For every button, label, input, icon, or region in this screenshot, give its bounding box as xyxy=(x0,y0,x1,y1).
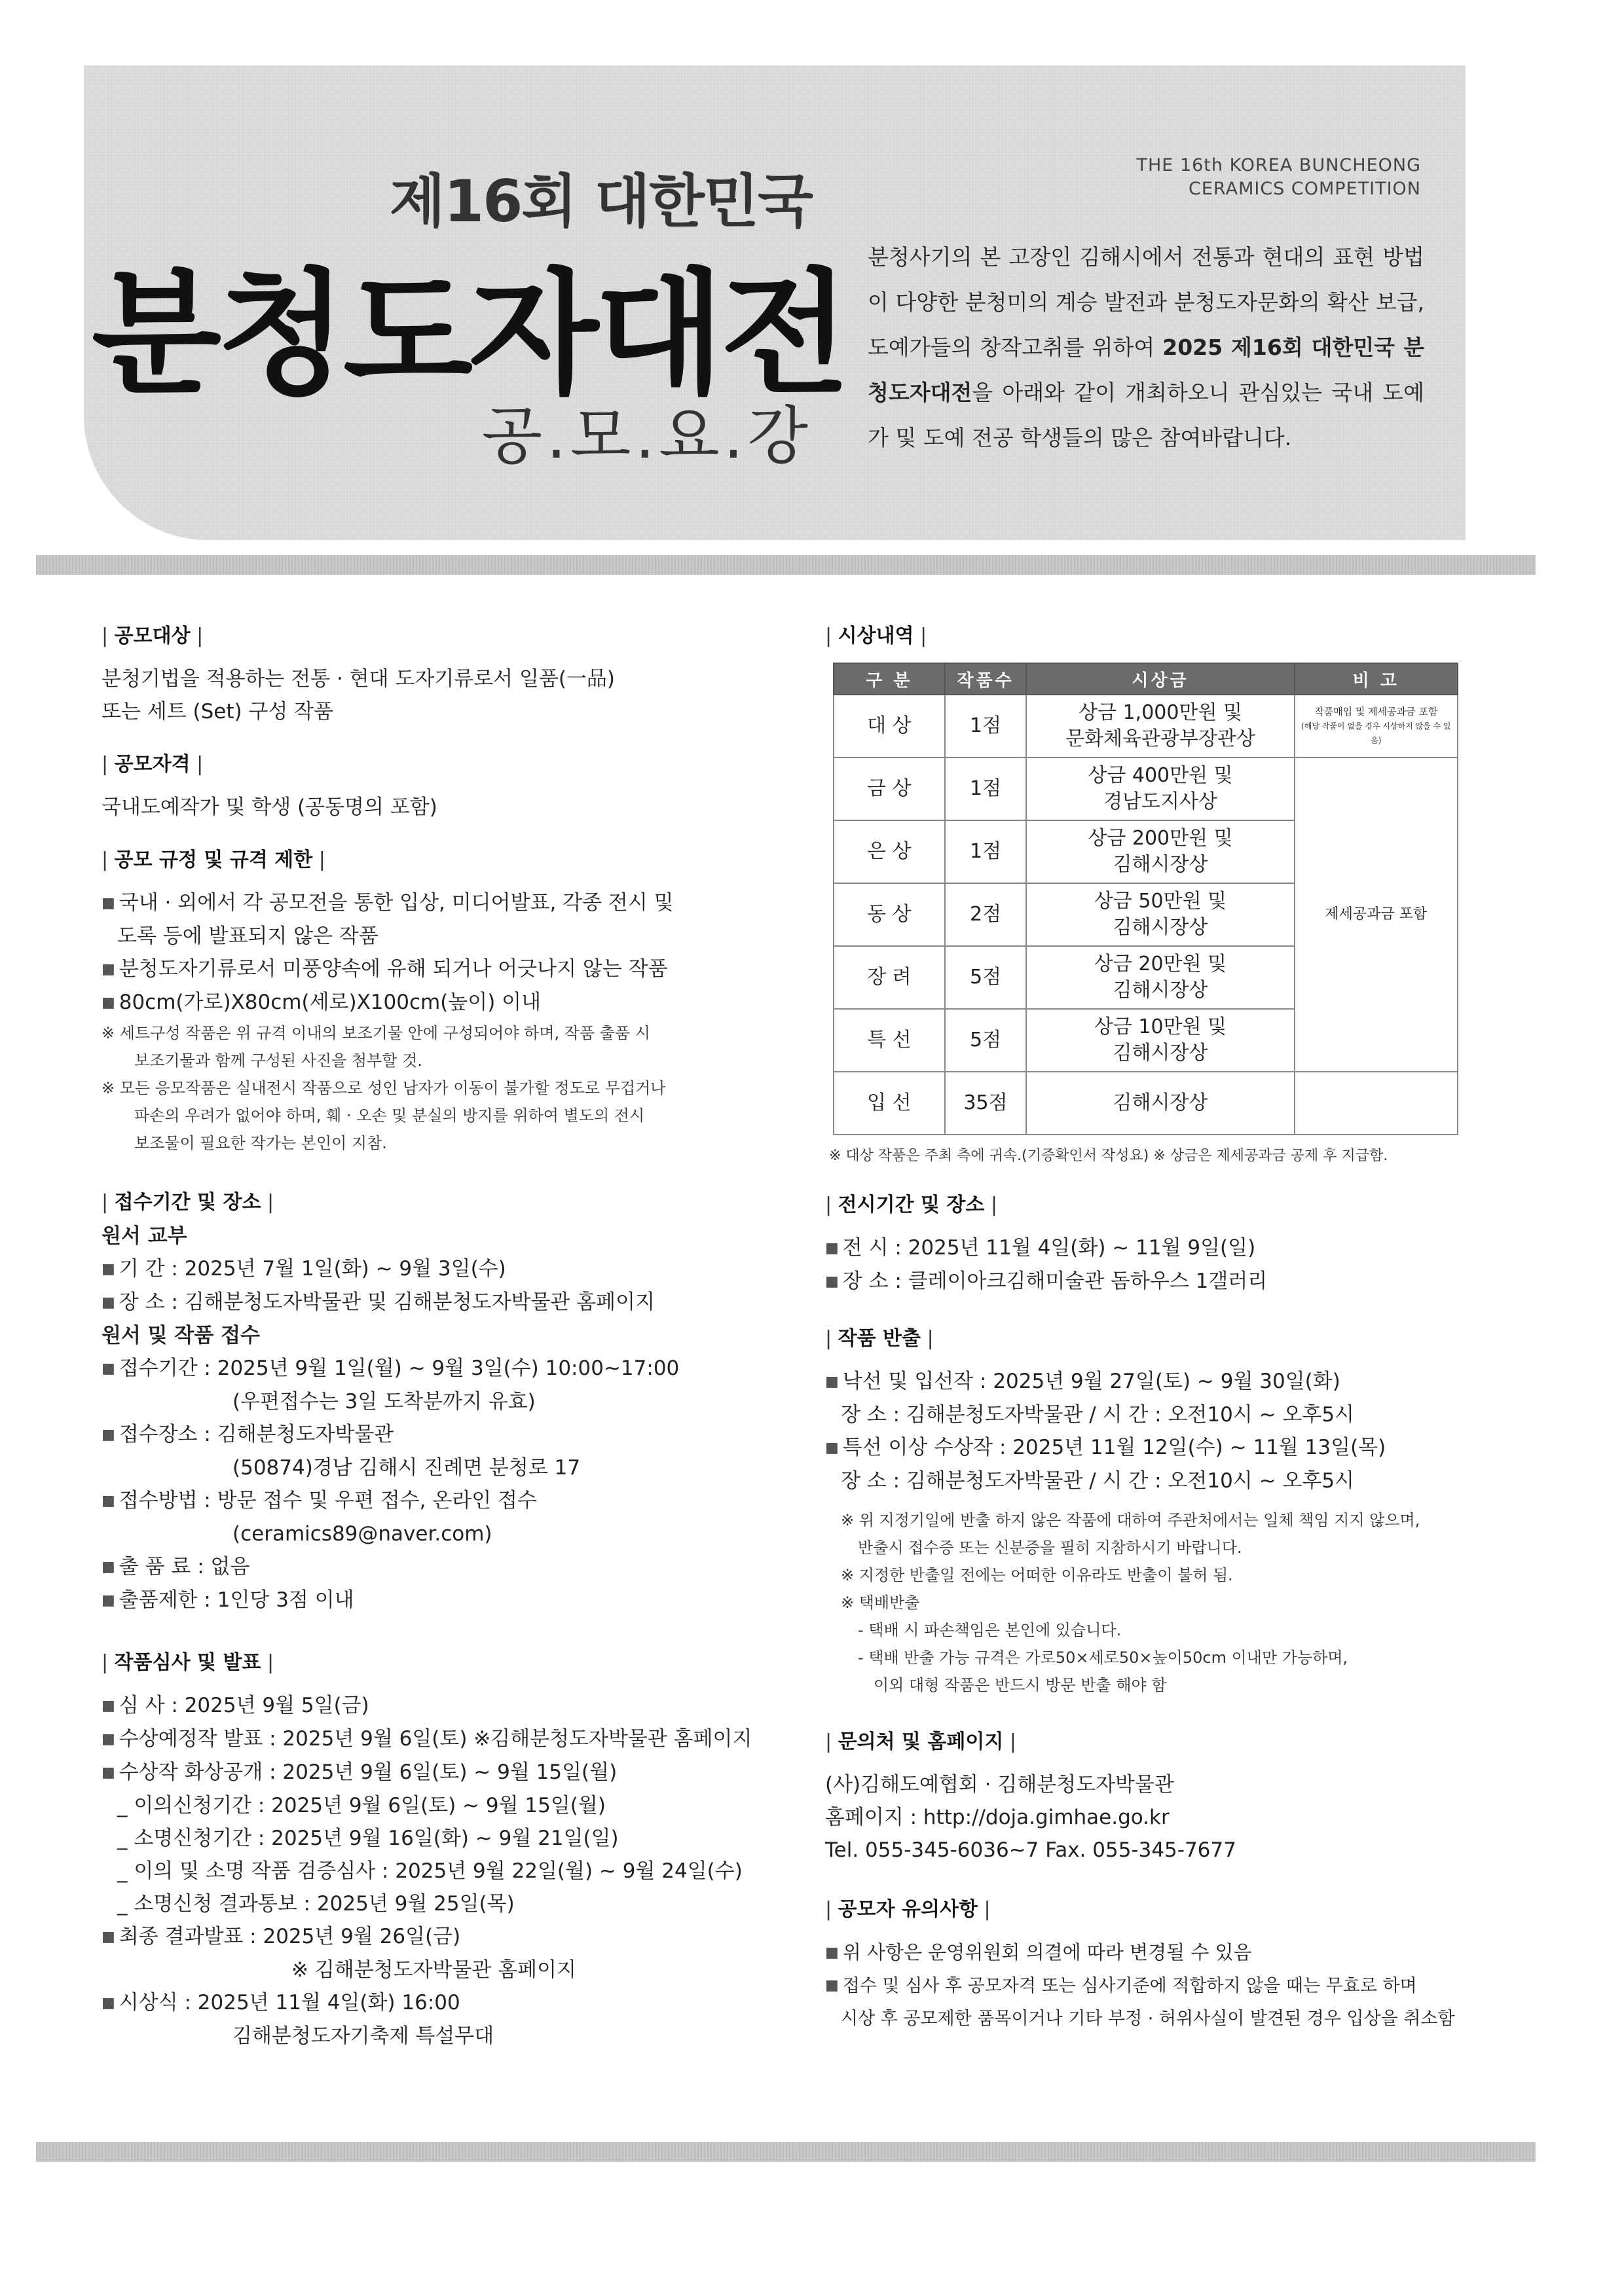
text-line: _ 소명신청기간 : 2025년 9월 16일(화) ~ 9월 21일(일) xyxy=(117,1827,619,1850)
text-line: ■ 시상식 : 2025년 11월 4일(화) 16:00 xyxy=(101,1991,460,2014)
text-line: _ 이의신청기간 : 2025년 9월 6일(토) ~ 9월 15일(월) xyxy=(117,1794,606,1817)
rule-item: 도록 등에 발표되지 않은 작품 xyxy=(117,924,378,948)
section-title: | 공모대상 | xyxy=(101,625,204,647)
section-target xyxy=(101,622,799,728)
rule-item: ■ 국내 · 외에서 각 공모전을 통한 입상, 미디어발표, 각종 전시 및 xyxy=(101,891,674,915)
return-note: - 택배 반출 가능 규격은 가로50×세로50×높이50cm 이내만 가능하며, xyxy=(858,1649,1348,1667)
table-header: 시상금 xyxy=(1026,663,1294,695)
return-note: 이외 대형 작품은 반드시 방문 반출 해야 함 xyxy=(874,1676,1167,1694)
bullet-icon: ■ xyxy=(101,1764,115,1781)
count-cell: 35점 xyxy=(945,1072,1027,1135)
text-line: ■ 장 소 : 클레이아크김해미술관 돔하우스 1갤러리 xyxy=(825,1269,1268,1293)
text-line: ■ 수상예정작 발표 : 2025년 9월 6일(토) ※김해분청도자박물관 홈페이지 xyxy=(101,1727,752,1751)
text-line: 또는 세트 (Set) 구성 작품 xyxy=(101,700,334,723)
text-line: 김해분청도자기축제 특설무대 xyxy=(232,2024,494,2048)
grade-cell: 대 상 xyxy=(834,695,945,757)
section-title: | 작품심사 및 발표 | xyxy=(101,1651,274,1674)
prize-cell: 상금 200만원 및 김해시장상 xyxy=(1026,820,1294,883)
bullet-icon: ■ xyxy=(101,1995,115,2011)
table-row xyxy=(834,695,1458,757)
rule-note: ※ 세트구성 작품은 위 규격 이내의 보조기물 안에 구성되어야 하며, 작품 출품 시 xyxy=(101,1024,650,1042)
homepage-link[interactable]: 홈페이지 : http://doja.gimhae.go.kr xyxy=(825,1806,1170,1829)
text-line: 장 소 : 김해분청도자박물관 / 시 간 : 오전10시 ~ 오후5시 xyxy=(841,1403,1354,1427)
text-line: ■ 수상작 화상공개 : 2025년 9월 6일(토) ~ 9월 15일(월) xyxy=(101,1760,618,1784)
bullet-icon: ■ xyxy=(101,895,115,911)
section-rules xyxy=(101,846,799,1157)
text-line: ■ 특선 이상 수상작 : 2025년 11월 12일(수) ~ 11월 13일(목) xyxy=(825,1436,1386,1459)
banner-subtitle: 제16회 대한민국 xyxy=(389,168,812,235)
return-note: 반출시 접수증 또는 신분증을 필히 지참하시기 바랍니다. xyxy=(858,1539,1242,1557)
return-note: ※ 위 지정기일에 반출 하지 않은 작품에 대하여 주관처에서는 일체 책임 지지 않으며, xyxy=(841,1511,1420,1529)
text-line: ■ 전 시 : 2025년 11월 4일(화) ~ 11월 9일(일) xyxy=(825,1236,1256,1260)
section-reception xyxy=(101,1188,799,1617)
bullet-icon: ■ xyxy=(101,1698,115,1714)
bullet-icon: ■ xyxy=(101,1427,115,1443)
bullet-icon: ■ xyxy=(825,1440,839,1456)
intro-tail: 을 아래와 같이 개최하오니 관심있는 국내 도예가 및 도예 전공 학생들의 많은 참여바랍니다. xyxy=(868,380,1424,450)
grade-cell: 금 상 xyxy=(834,757,945,820)
prize-cell: 김해시장상 xyxy=(1026,1072,1294,1135)
bullet-icon: ■ xyxy=(101,961,115,977)
text-line: ※ 김해분청도자박물관 홈페이지 xyxy=(291,1958,576,1982)
prize-cell: 상금 20만원 및 김해시장상 xyxy=(1026,946,1294,1009)
banner-title: 분청도자대전 xyxy=(92,257,847,412)
text-line: 시상 후 공모제한 품목이거나 기타 부정 · 허위사실이 발견된 경우 입상을 취소함 xyxy=(841,2009,1455,2029)
left-column xyxy=(101,622,799,2075)
count-cell: 1점 xyxy=(945,757,1027,820)
bullet-icon: ■ xyxy=(825,1240,839,1256)
prize-cell: 상금 400만원 및 경남도지사상 xyxy=(1026,757,1294,820)
text-line: (우편접수는 3일 도착분까지 유효) xyxy=(232,1390,536,1413)
text-line: _ 소명신청 결과통보 : 2025년 9월 25일(목) xyxy=(117,1892,515,1916)
text-line: 장 소 : 김해분청도자박물관 / 시 간 : 오전10시 ~ 오후5시 xyxy=(841,1469,1354,1493)
banner-intro xyxy=(868,234,1424,460)
bullet-icon: ■ xyxy=(101,1493,115,1509)
text-line: 분청기법을 적용하는 전통 · 현대 도자기류로서 일품(一品) xyxy=(101,667,616,691)
text-line: ■ 접수 및 심사 후 공모자격 또는 심사기준에 적합하지 않을 때는 무효로 하며 xyxy=(825,1976,1417,1996)
bullet-icon: ■ xyxy=(825,1273,839,1290)
text-line: ■ 장 소 : 김해분청도자박물관 및 김해분청도자박물관 홈페이지 xyxy=(101,1290,655,1314)
bullet-icon: ■ xyxy=(101,1731,115,1747)
awards-note: ※ 대상 작품은 주최 측에 귀속.(기증확인서 작성요) ※ 상금은 제세공과금 공제 후 지급함. xyxy=(829,1148,1388,1164)
section-caution xyxy=(825,1895,1480,2035)
intro-bold: 2025 제16회 대한민국 분청도자대전 xyxy=(868,335,1424,405)
table-header: 작품수 xyxy=(945,663,1027,695)
section-title: | 문의처 및 홈페이지 | xyxy=(825,1730,1017,1753)
rule-item: ■ 80cm(가로)X80cm(세로)X100cm(높이) 이내 xyxy=(101,991,542,1014)
right-column xyxy=(825,622,1480,2058)
text-line: ■ 접수방법 : 방문 접수 및 우편 접수, 온라인 접수 xyxy=(101,1489,537,1512)
english-line: CERAMICS COMPETITION xyxy=(1189,179,1421,199)
section-title: | 시상내역 | xyxy=(825,625,927,647)
return-note: ※ 택배반출 xyxy=(841,1594,920,1612)
count-cell: 5점 xyxy=(945,946,1027,1009)
contact-line: (사)김해도예협회 · 김해분청도자박물관 xyxy=(825,1773,1174,1796)
table-header-row xyxy=(834,663,1458,695)
bullet-icon: ■ xyxy=(101,1929,115,1945)
count-cell: 5점 xyxy=(945,1009,1027,1072)
rule-note: 파손의 우려가 없어야 하며, 훼 · 오손 및 분실의 방지를 위하여 별도의 전시 xyxy=(134,1106,645,1125)
bullet-icon: ■ xyxy=(825,1944,839,1961)
divider-stripe-top xyxy=(36,555,1536,575)
grade-cell: 은 상 xyxy=(834,820,945,883)
grade-cell: 특 선 xyxy=(834,1009,945,1072)
remark-cell xyxy=(1295,1072,1458,1135)
rule-note: 보조기물과 함께 구성된 사진을 첨부할 것. xyxy=(134,1051,422,1070)
section-contact xyxy=(825,1728,1480,1867)
section-title: | 공모자 유의사항 | xyxy=(825,1898,991,1921)
section-title: | 전시기간 및 장소 | xyxy=(825,1194,998,1216)
table-header: 구 분 xyxy=(834,663,945,695)
bullet-icon: ■ xyxy=(101,1294,115,1311)
text-line: ■ 기 간 : 2025년 7월 1일(화) ~ 9월 3일(수) xyxy=(101,1257,506,1281)
rule-note: 보조물이 필요한 작가는 본인이 지참. xyxy=(134,1134,387,1152)
english-line: THE 16th KOREA BUNCHEONG xyxy=(1136,155,1421,175)
text-line: (50874)경남 김해시 진례면 분청로 17 xyxy=(232,1456,581,1480)
text-line: (ceramics89@naver.com) xyxy=(232,1522,492,1546)
bullet-icon: ■ xyxy=(101,994,115,1011)
text-line: ■ 접수기간 : 2025년 9월 1일(월) ~ 9월 3일(수) 10:00~17:00 xyxy=(101,1357,680,1380)
rule-note: ※ 모든 응모작품은 실내전시 작품으로 성인 남자가 이동이 불가할 정도로 무겁거나 xyxy=(101,1079,666,1097)
section-title: | 공모자격 | xyxy=(101,753,204,776)
text-line: 국내도예작가 및 학생 (공동명의 포함) xyxy=(101,795,437,819)
contact-phone: Tel. 055-345-6036~7 Fax. 055-345-7677 xyxy=(825,1838,1236,1862)
prize-cell: 상금 10만원 및 김해시장상 xyxy=(1026,1009,1294,1072)
text-line: ■ 위 사항은 운영위원회 의결에 따라 변경될 수 있음 xyxy=(825,1941,1252,1963)
count-cell: 1점 xyxy=(945,820,1027,883)
prize-cell: 상금 50만원 및 김해시장상 xyxy=(1026,883,1294,946)
intro-lead: 분청사기의 본 고장인 김해시에서 전통과 현대의 표현 방법이 다양한 분청미의 계승 발전과 분청도자문화의 확산 보급, 도예가들의 창작고취를 위하여 xyxy=(868,244,1425,360)
text-line: ■ 최종 결과발표 : 2025년 9월 26일(금) xyxy=(101,1925,461,1948)
table-header: 비 고 xyxy=(1295,663,1458,695)
return-note: - 택배 시 파손책임은 본인에 있습니다. xyxy=(858,1621,1122,1639)
text-line: _ 이의 및 소명 작품 검증심사 : 2025년 9월 22일(월) ~ 9월 24일(수) xyxy=(117,1859,743,1883)
return-note: ※ 지정한 반출일 전에는 어떠한 이유라도 반출이 불허 됨. xyxy=(841,1566,1233,1584)
remark-cell: 작품매입 및 제세공과금 포함 (해당 작품이 없을 경우 시상하지 않을 수 있음) xyxy=(1295,695,1458,757)
bullet-icon: ■ xyxy=(101,1360,115,1377)
bullet-icon: ■ xyxy=(101,1261,115,1277)
section-awards xyxy=(825,622,1480,1165)
grade-cell: 입 선 xyxy=(834,1072,945,1135)
subheading: 원서 및 작품 접수 xyxy=(101,1324,260,1347)
section-title: | 작품 반출 | xyxy=(825,1327,934,1350)
section-title: | 접수기간 및 장소 | xyxy=(101,1191,274,1214)
count-cell: 2점 xyxy=(945,883,1027,946)
bullet-icon: ■ xyxy=(825,1374,839,1390)
prize-table xyxy=(833,663,1458,1135)
prize-cell: 상금 1,000만원 및 문화체육관광부장관상 xyxy=(1026,695,1294,757)
text-line: ■ 접수장소 : 김해분청도자박물관 xyxy=(101,1423,394,1446)
section-title: | 공모 규정 및 규격 제한 | xyxy=(101,848,325,871)
section-judging xyxy=(101,1649,799,2052)
table-row xyxy=(834,757,1458,820)
text-line: ■ 출품제한 : 1인당 3점 이내 xyxy=(101,1588,354,1612)
grade-cell: 동 상 xyxy=(834,883,945,946)
section-qualification xyxy=(101,750,799,824)
section-return xyxy=(825,1324,1480,1699)
bullet-icon: ■ xyxy=(825,1977,839,1994)
text-line: ■ 낙선 및 입선작 : 2025년 9월 27일(토) ~ 9월 30일(화) xyxy=(825,1370,1340,1393)
banner-guide: 공.모.요.강 xyxy=(481,399,812,473)
text-line: ■ 심 사 : 2025년 9월 5일(금) xyxy=(101,1694,369,1717)
count-cell: 1점 xyxy=(945,695,1027,757)
banner-english-title xyxy=(1080,154,1421,201)
bullet-icon: ■ xyxy=(101,1592,115,1609)
rule-item: ■ 분청도자기류로서 미풍양속에 유해 되거나 어긋나지 않는 작품 xyxy=(101,957,668,981)
table-row xyxy=(834,1072,1458,1135)
text-line: ■ 출 품 료 : 없음 xyxy=(101,1555,250,1578)
bullet-icon: ■ xyxy=(101,1559,115,1575)
subheading: 원서 교부 xyxy=(101,1224,187,1248)
section-exhibition xyxy=(825,1191,1480,1298)
divider-stripe-bottom xyxy=(36,2142,1536,2162)
grade-cell: 장 려 xyxy=(834,946,945,1009)
remark-cell: 제세공과금 포함 xyxy=(1295,757,1458,1072)
